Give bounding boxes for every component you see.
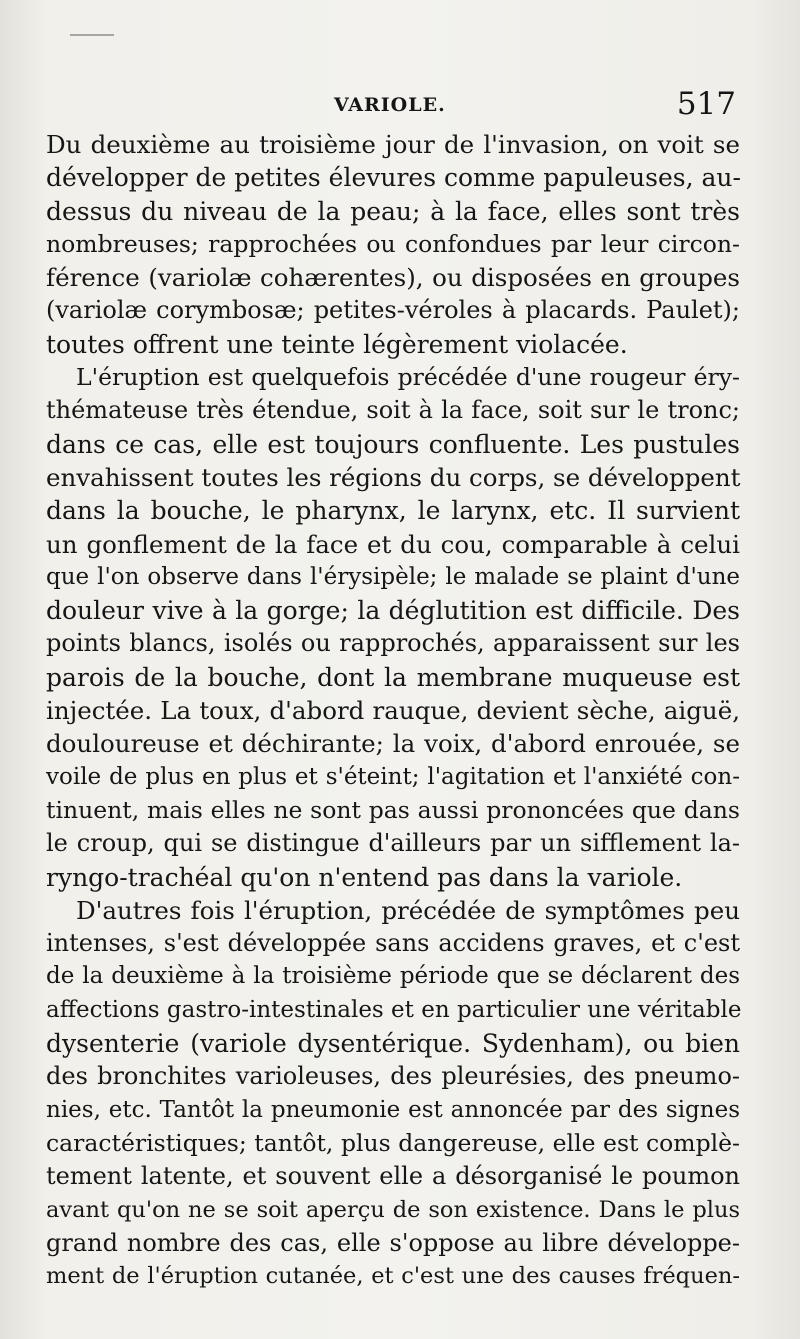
text-line: envahissent toutes les régions du corps, se développent — [46, 462, 741, 492]
text-line: L'éruption est quelquefois précédée d'une rougeur éry- — [76, 363, 740, 392]
text-line: dessus du niveau de la peau; à la face, elles sont très — [46, 196, 740, 226]
text-line: (variolæ corymbosæ; petites-véroles à placards. Paulet); — [46, 296, 740, 325]
text-line: de la deuxième à la troisième période que se déclarent des — [46, 963, 740, 990]
text-line: parois de la bouche, dont la membrane muqueuse est — [46, 662, 740, 692]
text-line: D'autres fois l'éruption, précédée de symptômes peu — [76, 895, 740, 925]
body-text — [46, 128, 740, 1293]
text-line: thémateuse très étendue, soit à la face, soit sur le tronc; — [46, 396, 740, 425]
text-line: ment de l'éruption cutanée, et c'est une des causes fréquen- — [46, 1263, 740, 1290]
text-line: des bronchites varioleuses, des pleurésies, des pneumo- — [46, 1062, 740, 1091]
text-line: un gonflement de la face et du cou, comparable à celui — [46, 529, 740, 559]
text-line: dans la bouche, le pharynx, le larynx, etc. Il survient — [46, 496, 740, 526]
text-line: toutes offrent une teinte légèrement violacée. — [46, 329, 628, 359]
text-line: avant qu'on ne se soit aperçu de son existence. Dans le plus — [46, 1196, 740, 1223]
ink-smudge — [70, 34, 114, 36]
text-line: dysenterie (variole dysentérique. Sydenham), ou bien — [46, 1029, 740, 1059]
text-line: caractéristiques; tantôt, plus dangereuse, elle est complè- — [46, 1128, 740, 1157]
text-line: le croup, qui se distingue d'ailleurs par un sifflement la- — [46, 829, 740, 858]
text-line: développer de petites élevures comme papuleuses, au- — [46, 163, 741, 193]
text-line: douleur vive à la gorge; la déglutition est difficile. Des — [46, 596, 740, 626]
text-line: affections gastro-intestinales et en particulier une véritable — [46, 996, 742, 1023]
text-line: nombreuses; rapprochées ou confondues par leur circon- — [46, 229, 740, 258]
text-line: douloureuse et déchirante; la voix, d'abord enrouée, se — [46, 729, 740, 759]
text-line: Du deuxième au troisième jour de l'invasion, on voit se — [46, 130, 740, 159]
running-title: VARIOLE. — [334, 94, 446, 116]
text-line: voile de plus en plus et s'éteint; l'agitation et l'anxiété con- — [46, 763, 740, 790]
text-line: intenses, s'est développée sans accidens graves, et c'est — [46, 929, 740, 958]
page-number: 517 — [676, 86, 736, 122]
page-header — [48, 86, 736, 126]
text-line: nies, etc. Tantôt la pneumonie est annoncée par des signes — [46, 1096, 740, 1123]
text-line: tinuent, mais elles ne sont pas aussi prononcées que dans — [46, 795, 740, 824]
text-line: injectée. La toux, d'abord rauque, devient sèche, aiguë, — [46, 696, 740, 726]
text-line: tement latente, et souvent elle a désorganisé le poumon — [46, 1162, 740, 1191]
text-line: points blancs, isolés ou rapprochés, apparaissent sur les — [46, 629, 740, 658]
text-line: férence (variolæ cohærentes), ou disposées en groupes — [46, 263, 740, 293]
text-line: grand nombre des cas, elle s'oppose au libre développe- — [46, 1228, 740, 1257]
text-line: que l'on observe dans l'érysipèle; le malade se plaint d'une — [46, 563, 740, 590]
text-line: dans ce cas, elle est toujours confluente. Les pustules — [46, 429, 740, 459]
text-line: ryngo-trachéal qu'on n'entend pas dans la variole. — [46, 862, 683, 892]
